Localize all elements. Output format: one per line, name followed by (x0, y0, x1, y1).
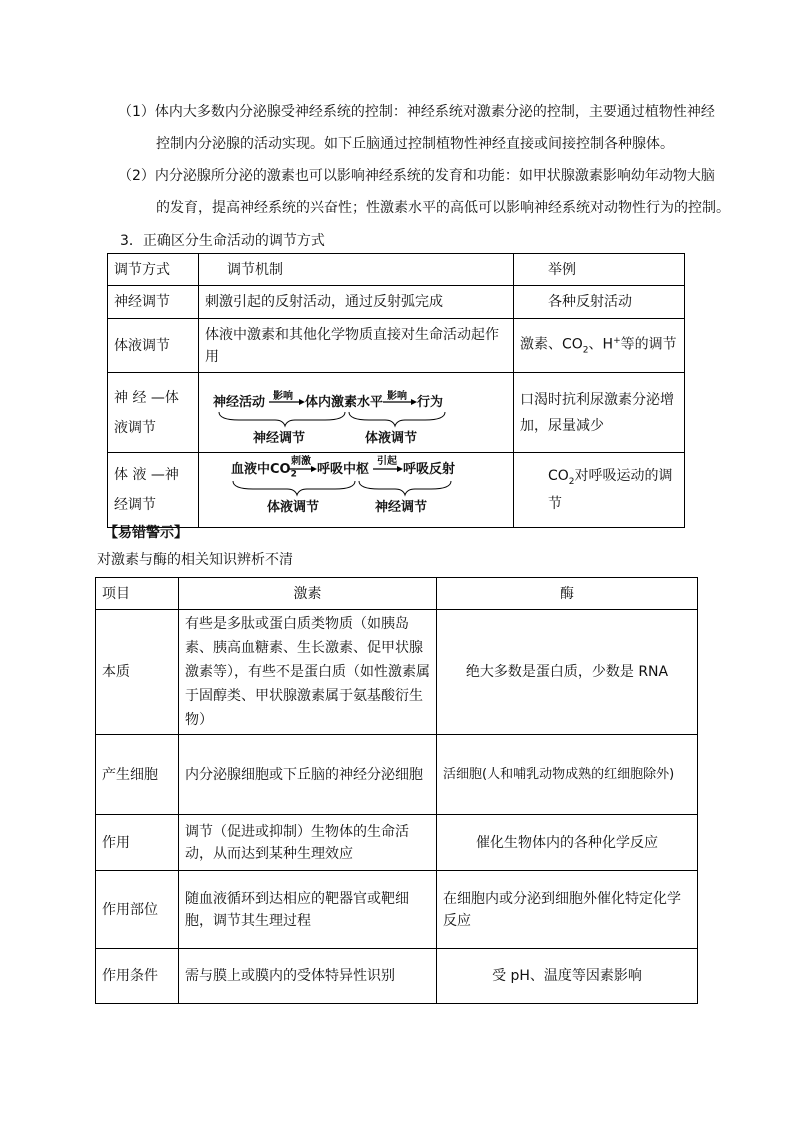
table-cell: 神经调节 (108, 286, 199, 319)
table-cell: 调节（促进或抑制）生物体的生命活动，从而达到某种生理效应 (179, 815, 437, 871)
arrow-label: 影响 (273, 390, 293, 402)
table-row (96, 949, 698, 1004)
diagram-cell (199, 373, 514, 453)
table-header-cell: 激素 (179, 578, 437, 610)
paragraph-1-line-1: （1）体内大多数内分泌腺受神经系统的控制：神经系统对激素分泌的控制，主要通过植物性神经 (118, 104, 715, 120)
brace-label: 神经调节 (253, 430, 306, 446)
table-row (108, 373, 685, 453)
table-row (96, 735, 698, 815)
table-cell (514, 453, 685, 528)
humoral-neuro-diagram (205, 455, 505, 525)
table-header-cell: 项目 (96, 578, 179, 610)
section-3-title: 3．正确区分生命活动的调节方式 (120, 233, 325, 249)
subscript: 2 (568, 476, 575, 487)
diagram-text (231, 459, 297, 486)
table-cell: 体液中激素和其他化学物质直接对生命活动起作用 (199, 319, 514, 373)
table-cell: 绝大多数是蛋白质，少数是 RNA (437, 610, 698, 735)
diagram-text: 呼吸中枢 (317, 462, 370, 477)
arrow-label: 引起 (377, 456, 397, 467)
table-cell: 受 pH、温度等因素影响 (437, 949, 698, 1004)
table-cell: 在细胞内或分泌到细胞外催化特定化学反应 (437, 871, 698, 949)
table-cell: 需与膜上或膜内的受体特异性识别 (179, 949, 437, 1004)
superscript: + (613, 335, 621, 346)
table-header-cell: 调节方式 (108, 254, 199, 286)
table-cell: 神 经 —体液调节 (108, 373, 199, 453)
brace-label: 神经调节 (375, 500, 428, 515)
warning-title: 【易错警示】 (104, 525, 188, 541)
paragraph-2-line-2: 的发育，提高神经系统的兴奋性；性激素水平的高低可以影响神经系统对动物性行为的控制。 (156, 200, 730, 216)
table-cell: 口渴时抗利尿激素分泌增加，尿量减少 (514, 373, 685, 453)
arrow-label: 影响 (387, 390, 407, 402)
diagram-text-part: 血液中CO (231, 462, 291, 477)
table-cell: 作用 (96, 815, 179, 871)
table-cell: 活细胞(人和哺乳动物成熟的红细胞除外) (437, 735, 698, 815)
table-cell: 有些是多肽或蛋白质类物质（如胰岛素、胰高血糖素、生长激素、促甲状腺激素等），有些不是蛋白质（如性激素属于固醇类、甲状腺激素属于氨基酸衍生物） (179, 610, 437, 735)
table-cell: 各种反射活动 (514, 286, 685, 319)
table-header-cell: 调节机制 (199, 254, 514, 286)
diagram-text: 行为 (417, 394, 444, 410)
example-text: 等的调节 (620, 336, 677, 353)
table-cell: 体液调节 (108, 319, 199, 373)
table-row (96, 815, 698, 871)
table-cell: 催化生物体内的各种化学反应 (437, 815, 698, 871)
diagram-text: 体内激素水平 (305, 394, 384, 410)
table-row (96, 871, 698, 949)
table-row (108, 254, 685, 286)
paragraph-2 (118, 160, 730, 224)
example-text: 对呼吸运动的调节 (548, 468, 673, 512)
arrow-label: 刺激 (291, 456, 311, 467)
table-row (96, 578, 698, 610)
table-header-cell: 酶 (437, 578, 698, 610)
table-cell: 刺激引起的反射活动，通过反射弧完成 (199, 286, 514, 319)
table-row (108, 453, 685, 528)
brace-label: 体液调节 (365, 430, 418, 446)
table-cell: 产生细胞 (96, 735, 179, 815)
paragraph-1 (118, 96, 715, 160)
table-row (108, 286, 685, 319)
diagram-text: 神经活动 (213, 394, 266, 410)
paragraph-1-line-2: 控制内分泌腺的活动实现。如下丘脑通过控制植物性神经直接或间接控制各种腺体。 (156, 136, 674, 152)
warning-subtitle: 对激素与酶的相关知识辨析不清 (97, 552, 293, 568)
regulation-table (107, 253, 685, 528)
neuro-humoral-diagram (205, 378, 505, 448)
diagram-cell (199, 453, 514, 528)
table-cell: 体 液 —神经调节 (108, 453, 199, 528)
example-text: 、H (588, 336, 614, 353)
table-row (108, 319, 685, 373)
example-text: 激素、CO (520, 336, 583, 353)
subscript: 2 (290, 469, 297, 480)
table-cell: 作用条件 (96, 949, 179, 1004)
hormone-enzyme-table (95, 577, 698, 1004)
diagram-text: 呼吸反射 (403, 462, 456, 477)
example-text: CO (548, 468, 569, 485)
subscript: 2 (582, 345, 589, 356)
table-cell: 作用部位 (96, 871, 179, 949)
table-header-cell: 举例 (514, 254, 685, 286)
table-row (96, 610, 698, 735)
table-cell (514, 319, 685, 373)
brace-label: 体液调节 (267, 500, 320, 515)
paragraph-2-line-1: （2）内分泌腺所分泌的激素也可以影响神经系统的发育和功能：如甲状腺激素影响幼年动物大脑 (118, 168, 715, 184)
table-cell: 内分泌腺细胞或下丘脑的神经分泌细胞 (179, 735, 437, 815)
table-cell: 本质 (96, 610, 179, 735)
table-cell: 随血液循环到达相应的靶器官或靶细胞，调节其生理过程 (179, 871, 437, 949)
